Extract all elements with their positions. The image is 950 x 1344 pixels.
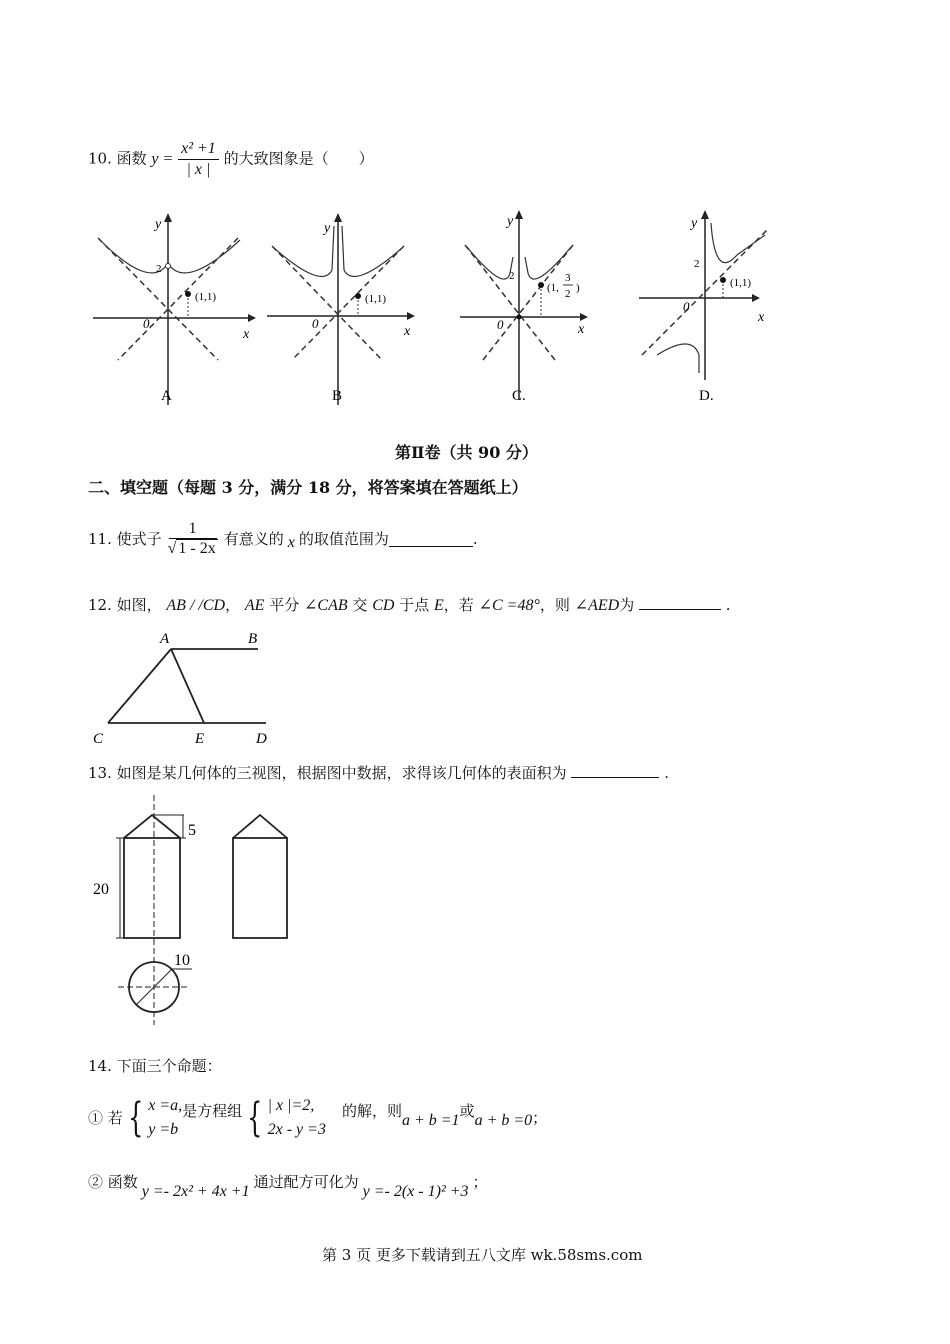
q10-suffix: 的大致图象是（ ） bbox=[223, 149, 374, 168]
q12-comma: ， bbox=[225, 596, 241, 614]
graph-a-option: A bbox=[161, 388, 172, 404]
q12-e: E bbox=[434, 597, 444, 614]
graph-a-x-label: x bbox=[243, 327, 250, 342]
q14-p1-brace-2: { bbox=[247, 1095, 263, 1141]
q14-p1-sys2-a: | x |=2, bbox=[267, 1097, 315, 1114]
graph-b bbox=[262, 210, 432, 410]
graph-b-option: B bbox=[332, 388, 343, 404]
q12-label-d: D bbox=[256, 731, 267, 747]
q13-text: 13. 如图是某几何体的三视图，根据图中数据，求得该几何体的表面积为 bbox=[88, 764, 567, 782]
q11-end: . bbox=[472, 530, 478, 548]
q14-p1-sys1-b: y =b bbox=[148, 1121, 179, 1138]
q11-prefix: 11. 使式子 bbox=[88, 530, 162, 548]
q12-label-b: B bbox=[248, 631, 258, 647]
q12-intersect: 交 bbox=[352, 596, 368, 614]
q12-label-a: A bbox=[160, 631, 170, 647]
q14-p1-prefix: ① 若 bbox=[88, 1109, 123, 1127]
graph-c-point-a: (1, bbox=[547, 282, 559, 294]
q11-num: 1 bbox=[169, 520, 217, 539]
q14-p2-result: y =- 2(x - 1)² +3 bbox=[362, 1183, 469, 1200]
section-title: 第Ⅱ卷（共 90 分） bbox=[395, 443, 538, 462]
q14-p2-mid: 通过配方可化为 bbox=[253, 1173, 359, 1191]
graph-c-option: C. bbox=[512, 388, 526, 404]
graph-a-two: 2 bbox=[156, 263, 162, 275]
graph-c-y-label: y bbox=[507, 214, 514, 229]
graph-a-point: (1,1) bbox=[195, 291, 217, 303]
q14-p2-prefix: ② 函数 bbox=[88, 1173, 138, 1191]
q12-label-e: E bbox=[195, 731, 205, 747]
graph-b-point: (1,1) bbox=[365, 293, 387, 305]
q12-angle-c: ∠C =48° bbox=[478, 597, 540, 614]
q13-figure bbox=[88, 793, 318, 1028]
graph-b-x-label: x bbox=[404, 324, 411, 339]
q14-p1-eq1: a + b =1 bbox=[401, 1112, 460, 1129]
graph-b-y-label: y bbox=[324, 221, 331, 236]
q13-dim-height: 20 bbox=[93, 881, 109, 898]
q12-figure bbox=[88, 625, 288, 750]
q12-at-point: 于点 bbox=[399, 596, 430, 614]
q10-prefix: 10. 函数 bbox=[88, 149, 147, 168]
q12-if: ，若 bbox=[443, 596, 474, 614]
graph-d-option: D. bbox=[699, 388, 714, 404]
q14-p2 bbox=[88, 1172, 488, 1204]
graph-a-origin: 0 bbox=[143, 316, 150, 331]
graph-c-point-b: ) bbox=[576, 282, 580, 294]
graph-c-x-label: x bbox=[578, 322, 585, 337]
q10-stem bbox=[88, 140, 374, 179]
q14-p2-func: y =- 2x² + 4x +1 bbox=[141, 1183, 250, 1200]
page-footer: 第 3 页 更多下载请到五八文库 wk.58sms.com bbox=[322, 1246, 643, 1264]
graph-c bbox=[455, 205, 625, 410]
graph-b-origin: 0 bbox=[312, 316, 319, 331]
q10-func-num: x² +1 bbox=[178, 140, 219, 160]
q14-p1-suffix: 的解，则 bbox=[341, 1102, 402, 1120]
q13 bbox=[88, 763, 669, 783]
q12-label-c: C bbox=[93, 731, 104, 747]
q12-angle-cab: ∠CAB bbox=[304, 597, 348, 614]
q11-var: x bbox=[287, 534, 295, 551]
graph-c-point-den: 2 bbox=[565, 288, 571, 300]
graph-a bbox=[88, 210, 258, 410]
q13-answer-blank[interactable] bbox=[571, 763, 659, 778]
q13-dim-top: 5 bbox=[188, 822, 196, 839]
q12-ab-cd: AB / /CD bbox=[166, 597, 226, 614]
q14-p1-eq2: a + b =0 bbox=[474, 1112, 533, 1129]
q12-end: . bbox=[725, 596, 731, 614]
q14-p1-end: ； bbox=[532, 1109, 548, 1127]
graph-d-two: 2 bbox=[694, 258, 700, 270]
q11-den: 1 - 2x bbox=[178, 540, 216, 557]
q11-suffix: 的取值范围为 bbox=[298, 530, 389, 548]
q14-p1-mid: 是方程组 bbox=[182, 1102, 243, 1120]
q12-prefix: 12. 如图， bbox=[88, 596, 162, 614]
q11 bbox=[88, 520, 478, 558]
q13-dim-diameter: 10 bbox=[174, 952, 190, 969]
q14-p1-brace-1: { bbox=[127, 1095, 144, 1141]
q12-angle-aed: ∠AED bbox=[574, 597, 620, 614]
q13-end: . bbox=[664, 764, 669, 782]
q12-bisect: 平分 bbox=[269, 596, 300, 614]
q14-p1-sys1-a: x =a, bbox=[148, 1097, 183, 1114]
graph-a-y-label: y bbox=[155, 217, 162, 232]
q14-p1-system-1 bbox=[148, 1094, 182, 1142]
graph-d bbox=[637, 205, 777, 410]
q12-is: 为 bbox=[619, 596, 635, 614]
q14-intro: 14. 下面三个命题： bbox=[88, 1057, 222, 1075]
q11-middle: 有意义的 bbox=[223, 530, 284, 548]
q10-func-y: y = bbox=[151, 150, 174, 168]
q12 bbox=[88, 595, 731, 616]
q12-ae: AE bbox=[244, 597, 265, 614]
section-two-heading: 二、填空题（每题 3 分，满分 18 分，将答案填在答题纸上） bbox=[88, 478, 528, 497]
graph-d-origin: 0 bbox=[683, 299, 690, 314]
graph-d-y-label: y bbox=[691, 216, 698, 231]
graph-c-two: 2 bbox=[509, 270, 515, 282]
q12-cd: CD bbox=[372, 597, 395, 614]
graph-c-origin: 0 bbox=[497, 317, 504, 332]
q11-answer-blank[interactable] bbox=[389, 532, 473, 547]
graph-d-x-label: x bbox=[758, 310, 765, 325]
q14-p2-end: ； bbox=[472, 1173, 488, 1191]
graph-d-point: (1,1) bbox=[730, 277, 752, 289]
q12-answer-blank[interactable] bbox=[639, 595, 721, 610]
q10-fraction bbox=[178, 140, 219, 179]
q14-p1 bbox=[88, 1094, 547, 1142]
q10-func-den: | x | bbox=[186, 161, 211, 178]
q14-p1-or: 或 bbox=[459, 1102, 475, 1120]
q11-den-wrap: √ 1 - 2x bbox=[167, 540, 216, 557]
q12-then: ，则 bbox=[539, 596, 570, 614]
q11-fraction bbox=[168, 520, 218, 558]
q14-p1-sys2-b: 2x - y =3 bbox=[267, 1121, 326, 1138]
q14-p1-system-2 bbox=[268, 1094, 326, 1142]
graph-c-point-num: 3 bbox=[565, 272, 571, 284]
